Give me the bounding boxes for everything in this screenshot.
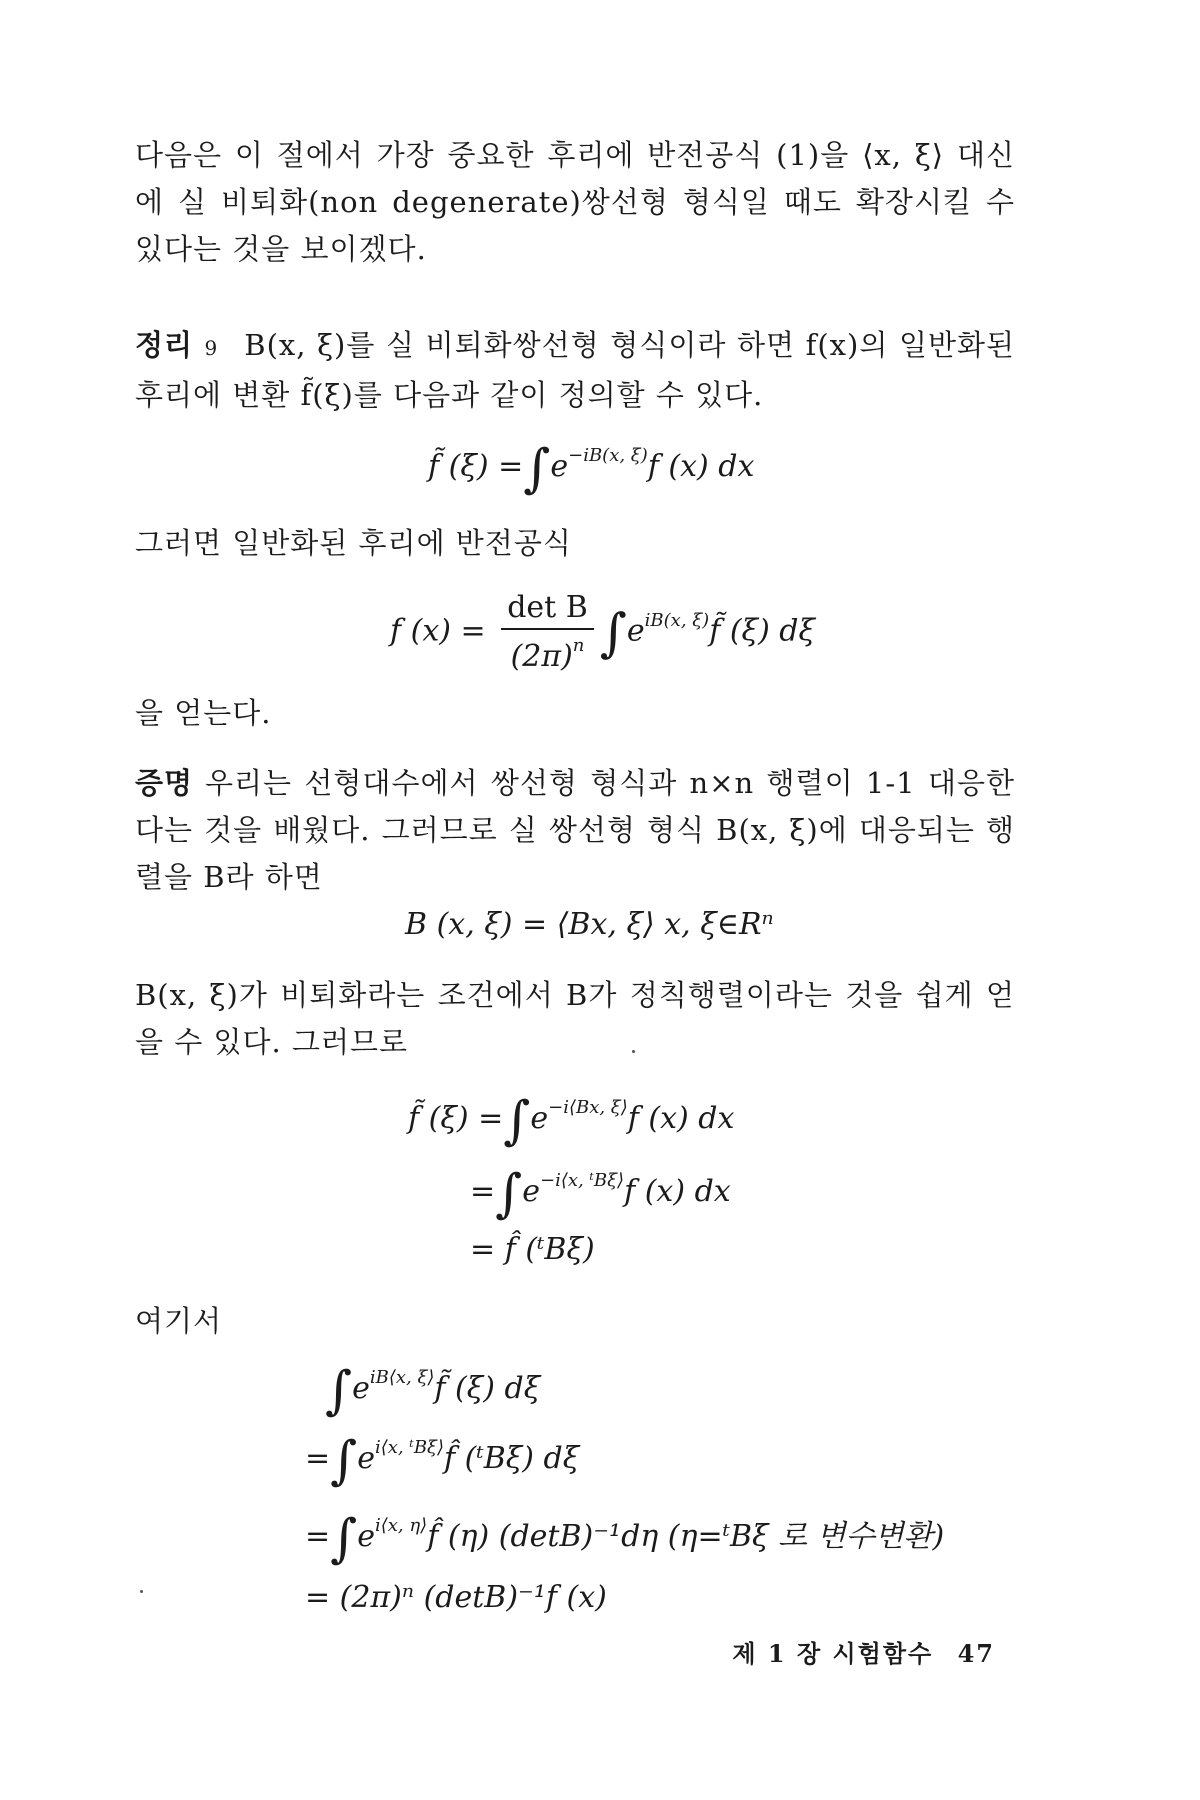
derivation-line-4: = (2π)ⁿ (detB)⁻¹f (x) [305,1580,607,1615]
obtain-text: 을 얻는다. [135,696,272,730]
inversion-formula-equation: f (x) = $\frac{\text{det B}}{(2\pi)^n}$ $\int e^{iB(x, \xi)}f̃$ (ξ) dξ [390,588,815,677]
computation-line-3: = f̂ (ᵗBξ) [470,1232,595,1267]
theorem-statement: B(x, ξ)를 실 비퇴화쌍선형 형식이라 하면 f(x)의 일반화된 후리에 변환 f̃(ξ)를 다음과 같이 정의할 수 있다. [135,328,1015,412]
proof-paragraph [135,760,1015,901]
proof-statement: 우리는 선형대수에서 쌍선형 형식과 n×n 행렬이 1-1 대응한다는 것을 배웠다. 그러므로 실 쌍선형 형식 B(x, ξ)에 대응되는 행렬을 B라 하면 [135,766,1015,894]
computation-line-1: f̃ $(\xi) =\int e^{-i⟨Bx, \xi⟩}f$ (x) dx [408,1091,735,1151]
theorem-paragraph [135,322,1015,419]
derivation-line-3: $=\int e^{i⟨x, \eta⟩}f̂$ (η) (detB)⁻¹dη (η=ᵗBξ 로 변수변환) [305,1509,945,1569]
page-number: 47 [957,1639,995,1668]
page-footer [732,1634,995,1669]
chapter-title: 제 1 장 시험함수 [732,1639,934,1668]
derivation-line-2: $=\int e^{i⟨x, ᵗB\xi⟩}f̂$ (ᵗBξ) dξ [305,1431,580,1491]
inversion-fraction: $\frac{\text{det B}}{(2\pi)^n}$ [501,588,594,677]
proof-label: 증명 [135,766,194,800]
theorem-label: 정리 9 [135,328,219,362]
computation-line-2: $=\int e^{-i⟨x, ᵗB\xi⟩}f$ (x) dx [470,1164,731,1224]
print-speck [140,1590,143,1593]
intro-paragraph: 다음은 이 절에서 가장 중요한 후리에 반전공식 (1)을 ⟨x, ξ⟩ 대신에 실 비퇴화(non degenerate)쌍선형 형식일 때도 확장시킬 수 있다는 것을 보이겠다. [135,138,1015,266]
here-text: 여기서 [135,1304,223,1338]
derivation-line-1: $\int e^{iB⟨x, \xi⟩}f̃$ (ξ) dξ [325,1361,541,1421]
bilinear-form-equation: B (x, ξ) = ⟨Bx, ξ⟩ x, ξ∈Rⁿ [405,907,774,942]
then-text: 그러면 일반화된 후리에 반전공식 [135,526,572,560]
nondegenerate-paragraph: B(x, ξ)가 비퇴화라는 조건에서 B가 정칙행렬이라는 것을 쉽게 얻을 수 있다. 그러므로 [135,978,1015,1059]
fourier-definition-equation: f̃ $(\xi) =\int e^{-iB(x, \xi)}f$ (x) dx [428,439,755,499]
print-speck [632,1050,635,1053]
